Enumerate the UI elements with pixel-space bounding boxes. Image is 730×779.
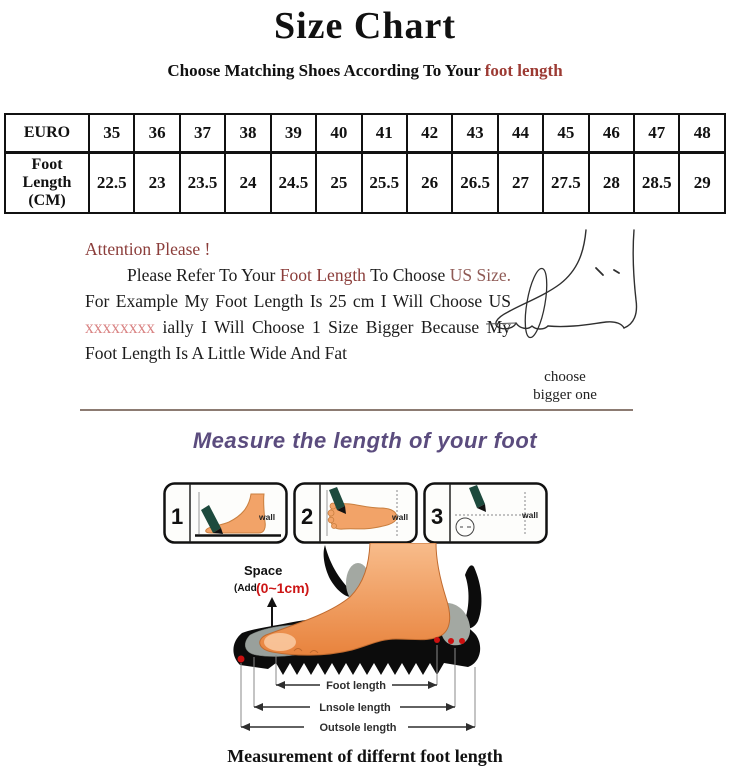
toe-dot <box>238 656 245 663</box>
size-cell: 46 <box>589 114 634 153</box>
bottom-caption: Measurement of differnt foot length <box>227 746 503 766</box>
panel-3-mark-distance <box>423 482 548 545</box>
euro-row-label: EURO <box>5 114 89 153</box>
up-arrow-icon <box>267 597 277 607</box>
size-cell: 41 <box>362 114 407 153</box>
size-cell: 37 <box>180 114 225 153</box>
insole-length-label: Lnsole length <box>319 702 391 714</box>
size-cell: 36 <box>134 114 179 153</box>
size-cell: 28.5 <box>634 153 679 214</box>
note-line: choose <box>544 369 586 385</box>
subtitle-prefix: Choose Matching Shoes According To Your <box>167 61 485 80</box>
size-cell: 38 <box>225 114 270 153</box>
attention-segment: For Example My Foot Length Is 25 cm I Will Choose US <box>85 291 511 311</box>
size-cell: 23.5 <box>180 153 225 214</box>
outsole-length-label: Outsole length <box>319 722 397 734</box>
wall-label: wall <box>522 510 539 520</box>
choose-bigger-note <box>500 368 630 404</box>
size-cell: 39 <box>271 114 316 153</box>
panel-number: 3 <box>431 504 444 529</box>
size-cell: 28 <box>589 153 634 214</box>
size-cell: 35 <box>89 114 134 153</box>
size-cell: 45 <box>543 114 588 153</box>
attention-heading: Attention Please ! <box>85 239 211 259</box>
size-cell: 24.5 <box>271 153 316 214</box>
heel-dot <box>434 637 440 643</box>
add-label: (Add <box>234 583 257 594</box>
size-cell: 40 <box>316 114 361 153</box>
panel-number: 2 <box>301 504 314 529</box>
subtitle <box>0 61 730 81</box>
size-cell: 23 <box>134 153 179 214</box>
attention-segment: To Choose <box>365 265 450 285</box>
panel-number: 1 <box>171 504 184 529</box>
size-cell: 22.5 <box>89 153 134 214</box>
space-range-label: (0~1cm) <box>256 580 310 596</box>
size-cell: 44 <box>498 114 543 153</box>
size-cell: 48 <box>679 114 725 153</box>
size-cell: 27.5 <box>543 153 588 214</box>
size-cell: 26 <box>407 153 452 214</box>
attention-segment: US Size. <box>449 265 512 285</box>
size-cell: 47 <box>634 114 679 153</box>
attention-segment: xxxxxxxx <box>85 317 155 337</box>
size-cell: 25 <box>316 153 361 214</box>
note-line: bigger one <box>533 387 597 403</box>
size-cell: 42 <box>407 114 452 153</box>
size-cell: 29 <box>679 153 725 214</box>
measure-heading: Measure the length of your foot <box>192 428 538 453</box>
attention-block <box>85 236 511 366</box>
sole-length-diagram <box>228 543 508 739</box>
wall-label: wall <box>259 512 276 522</box>
size-table <box>4 113 726 214</box>
foot-line-drawing <box>486 226 714 368</box>
size-cell: 27 <box>498 153 543 214</box>
attention-segment: Please Refer To Your <box>127 265 280 285</box>
size-cell: 24 <box>225 153 270 214</box>
attention-paragraph <box>85 262 511 366</box>
size-cell: 25.5 <box>362 153 407 214</box>
panel-2-foot-top-view <box>293 482 418 545</box>
measure-panels <box>163 482 548 545</box>
foot-length-row-label: Foot Length (CM) <box>5 153 89 214</box>
panel-1-heel-against-wall <box>163 482 288 545</box>
table-row <box>5 114 725 153</box>
wall-label: wall <box>392 512 409 522</box>
table-row <box>5 153 725 214</box>
attention-segment: Foot Length <box>279 265 366 285</box>
size-cell: 43 <box>452 114 497 153</box>
space-label: Space <box>244 563 283 578</box>
attention-segment: ially I Will Choose 1 Size Bigger Because My Foot Length Is A Little Wide And Fat <box>85 317 511 363</box>
size-cell: 26.5 <box>452 153 497 214</box>
subtitle-highlight: foot length <box>484 61 563 80</box>
page-title: Size Chart <box>273 5 457 47</box>
foot-length-label: Foot length <box>326 680 386 692</box>
divider-line <box>80 409 633 411</box>
